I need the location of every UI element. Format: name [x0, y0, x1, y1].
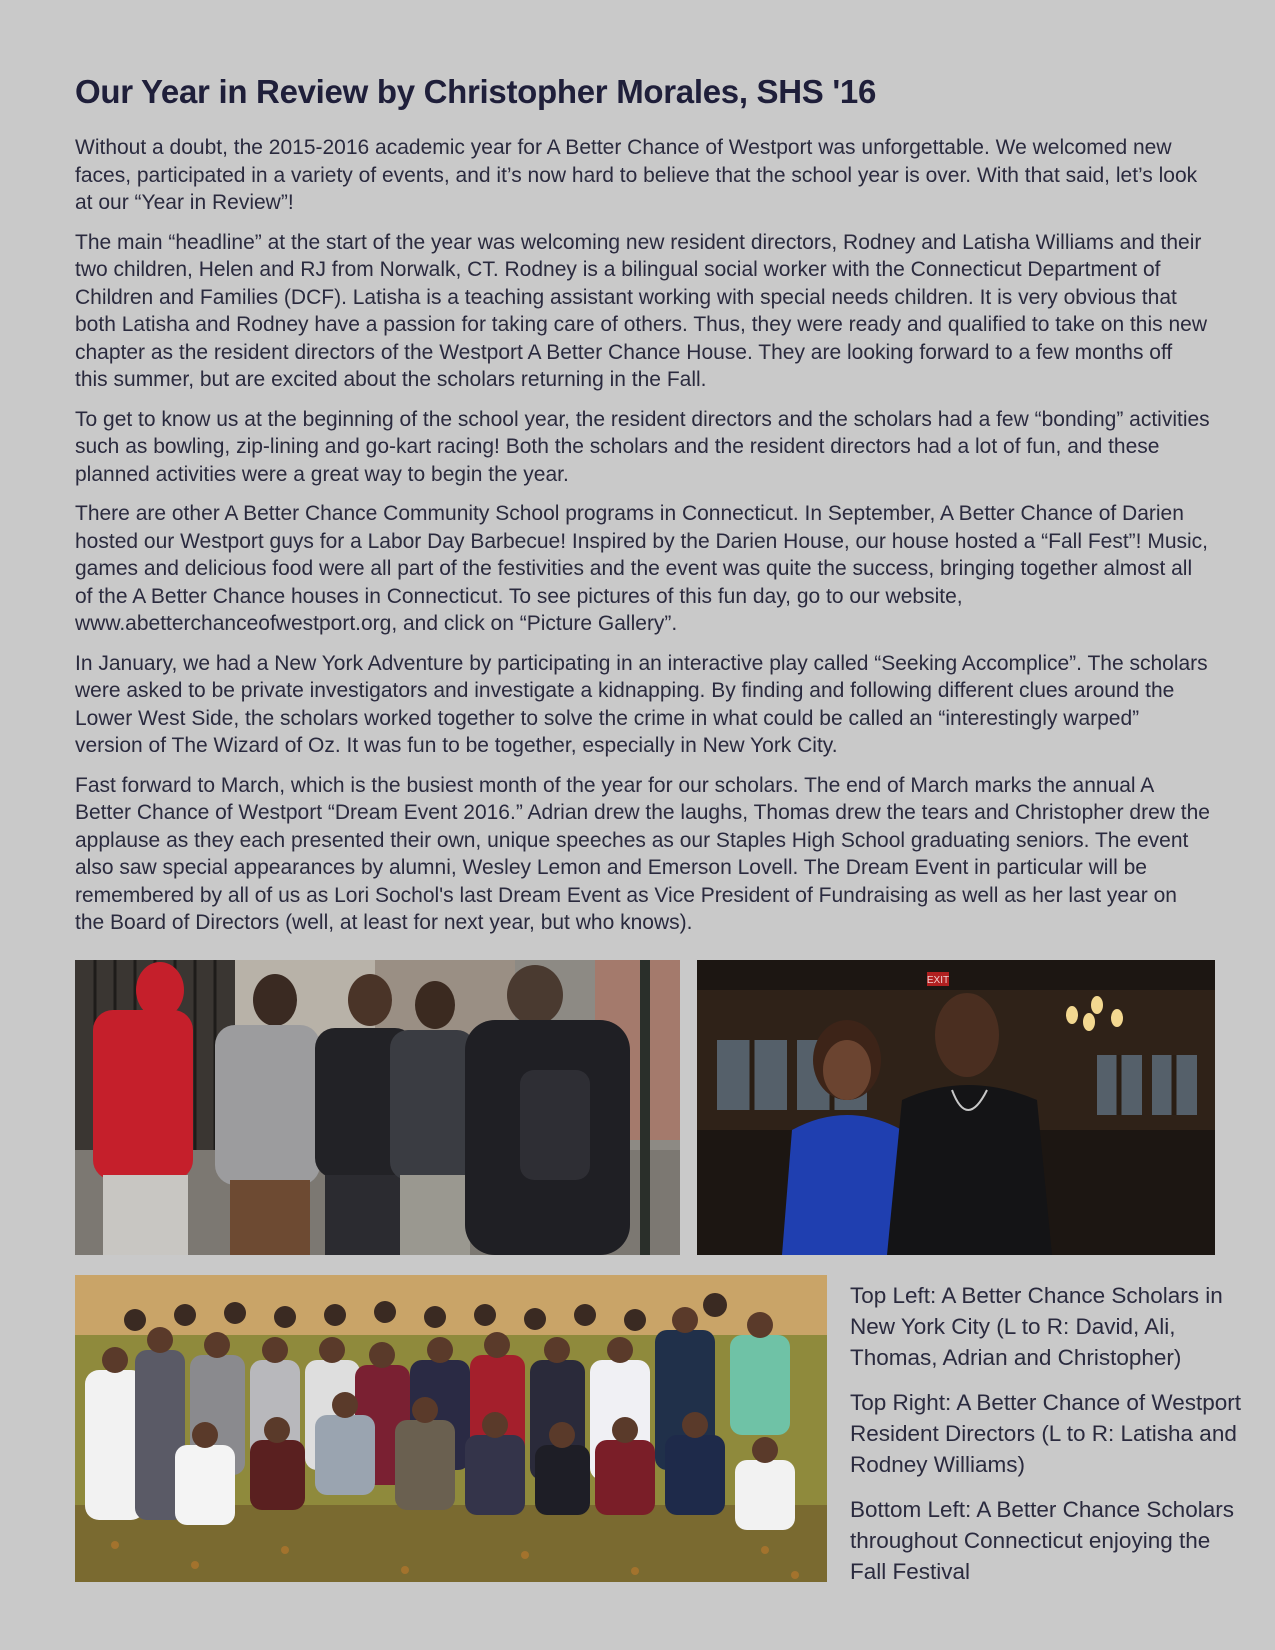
- caption-top-right: Top Right: A Better Chance of Westport Resident Directors (L to R: Latisha and Rodney Williams): [850, 1390, 1242, 1477]
- photo-fall-festival-group: [75, 1275, 827, 1582]
- article-body: [75, 134, 1210, 949]
- paragraph-dream-event: Fast forward to March, which is the busiest month of the year for our scholars. The end of March marks the annual A Better Chance of Westport “Dream Event 2016.” Adrian drew the laughs, Thomas drew the tears and Christopher drew the applause as they each presented their own, unique speeches as our Staples High School graduating seniors. The event also saw special appearances by alumni, Wesley Lemon and Emerson Lovell. The Dream Event in particular will be remembered by all of us as Lori Sochol's last Dream Event as Vice President of Fundraising as well as her last year on the Board of Directors (well, at least for next year, but who knows).: [75, 773, 1210, 934]
- caption-top-left: Top Left: A Better Chance Scholars in New York City (L to R: David, Ali, Thomas, Adrian and Christopher): [850, 1283, 1223, 1370]
- caption-bottom-left: Bottom Left: A Better Chance Scholars throughout Connecticut enjoying the Fall Festival: [850, 1497, 1234, 1584]
- paragraph-resident-directors: The main “headline” at the start of the year was welcoming new resident directors, Rodney and Latisha Williams and their two children, Helen and RJ from Norwalk, CT. Rodney is a bilingual social worker with the Connecticut Department of Children and Families (DCF). Latisha is a teaching assistant working with special needs children. It is very obvious that both Latisha and Rodney have a passion for taking care of others. Thus, they were ready and qualified to take on this new chapter as the resident directors of the Westport A Better Chance House. They are looking forward to a few months off this summer, but are excited about the scholars returning in the Fall.: [75, 230, 1207, 391]
- paragraph-intro: Without a doubt, the 2015-2016 academic year for A Better Chance of Westport was unforgettable. We welcomed new faces, participated in a variety of events, and it’s now hard to believe that the school year is over. With that said, let’s look at our “Year in Review”!: [75, 136, 1198, 214]
- paragraph-new-york: In January, we had a New York Adventure by participating in an interactive play called “Seeking Accomplice”. The scholars were asked to be private investigators and investigate a kidnapping. By finding and following different clues around the Lower West Side, the scholars worked together to solve the crime in what could be called an “interestingly warped” version of The Wizard of Oz. It was fun to be together, especially in New York City.: [75, 651, 1208, 757]
- photo-captions: [850, 1280, 1245, 1601]
- exit-sign: EXIT: [926, 975, 950, 986]
- paragraph-bonding: To get to know us at the beginning of the school year, the resident directors and the scholars had a few “bonding” activities such as bowling, zip-lining and go-kart racing! Both the scholars and the resident directors had a lot of fun, and these planned activities were a great way to begin the year.: [75, 407, 1210, 486]
- article-title: Our Year in Review by Christopher Morales, SHS '16: [75, 73, 877, 110]
- paragraph-fall-fest: There are other A Better Chance Community School programs in Connecticut. In September, A Better Chance of Darien hosted our Westport guys for a Labor Day Barbecue! Inspired by the Darien House, our house hosted a “Fall Fest”! Music, games and delicious food were all part of the festivities and the event was quite the success, bringing together almost all of the A Better Chance houses in Connecticut. To see pictures of this fun day, go to our website, www.abetterchanceofwestport.org, and click on “Picture Gallery”.: [75, 502, 1209, 635]
- photo-scholars-new-york: [75, 960, 680, 1255]
- photo-resident-directors: [697, 960, 1215, 1255]
